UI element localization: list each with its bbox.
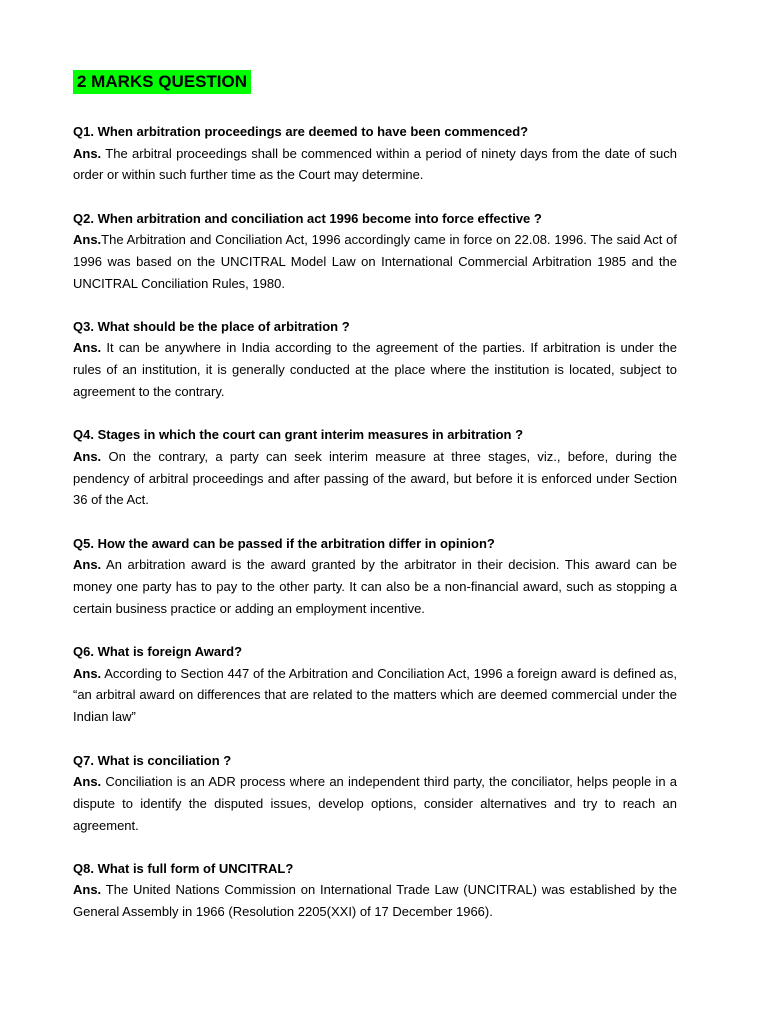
qa-item-6 [73,641,677,728]
answer-label: Ans. [73,774,102,790]
answer-label: Ans. [73,665,102,681]
question-8: Q8. What is full form of UNCITRAL? [73,860,294,876]
answer-text: According to Section 447 of the Arbitration and Conciliation Act, 1996 a foreign award is defined as, “an arbitral award on differences that are related to the matters which are deemed commercial under the Indian law” [73,665,677,725]
answer-label: Ans. [73,448,102,464]
qa-item-2 [73,208,677,295]
qa-item-3 [73,316,677,403]
document-page [73,70,677,945]
answer-text: It can be anywhere in India according to the agreement of the parties. If arbitration is under the rules of an institution, it is generally conducted at the place where the institution is located, subject to agreement to the contrary. [73,340,677,400]
answer-6 [73,663,677,728]
answer-label: Ans. [73,882,102,898]
question-7: Q7. What is conciliation ? [73,752,232,768]
answer-4 [73,446,677,511]
answer-text: The United Nations Commission on International Trade Law (UNCITRAL) was established by the General Assembly in 1966 (Resolution 2205(XXI) of 17 December 1966). [73,882,677,920]
qa-item-4 [73,424,677,511]
answer-8 [73,879,677,923]
answer-1 [73,143,677,187]
question-2: Q2. When arbitration and conciliation act 1996 become into force effective ? [73,210,542,226]
qa-item-1 [73,121,677,186]
answer-3 [73,337,677,402]
answer-text: The arbitral proceedings shall be commenced within a period of ninety days from the date of such order or within such further time as the Court may determine. [73,145,677,183]
question-3: Q3. What should be the place of arbitration ? [73,318,350,334]
answer-7 [73,771,677,836]
question-6: Q6. What is foreign Award? [73,644,243,660]
section-heading: 2 MARKS QUESTION [73,70,251,94]
answer-label: Ans. [73,340,102,356]
answer-5 [73,554,677,619]
answer-text: Conciliation is an ADR process where an independent third party, the conciliator, helps people in a dispute to identify the disputed issues, develop options, consider alternatives and try to reach an agreement. [73,774,677,833]
question-4: Q4. Stages in which the court can grant interim measures in arbitration ? [73,427,524,443]
qa-item-8 [73,858,677,923]
answer-label: Ans. [73,232,102,248]
answer-label: Ans. [73,557,102,573]
qa-item-5 [73,533,677,620]
question-1: Q1. When arbitration proceedings are deemed to have been commenced? [73,124,529,139]
answer-text: On the contrary, a party can seek interim measure at three stages, viz., before, during the pendency of arbitral proceedings and after passing of the award, but before it is enforced under Section 36 of the Act. [73,448,677,508]
answer-label: Ans. [73,145,102,161]
answer-text: An arbitration award is the award granted by the arbitrator in their decision. This award can be money one party has to pay to the other party. It can also be a non-financial award, such as stopping a certain business practice or adding an employment incentive. [73,557,677,616]
qa-item-7 [73,750,677,837]
answer-text: The Arbitration and Conciliation Act, 1996 accordingly came in force on 22.08. 1996. The said Act of 1996 was based on the UNCITRAL Model Law on International Commercial Arbitration 1985 and the UNCITRAL Conciliation Rules, 1980. [73,232,677,291]
question-5: Q5. How the award can be passed if the arbitration differ in opinion? [73,535,495,551]
answer-2 [73,229,677,294]
